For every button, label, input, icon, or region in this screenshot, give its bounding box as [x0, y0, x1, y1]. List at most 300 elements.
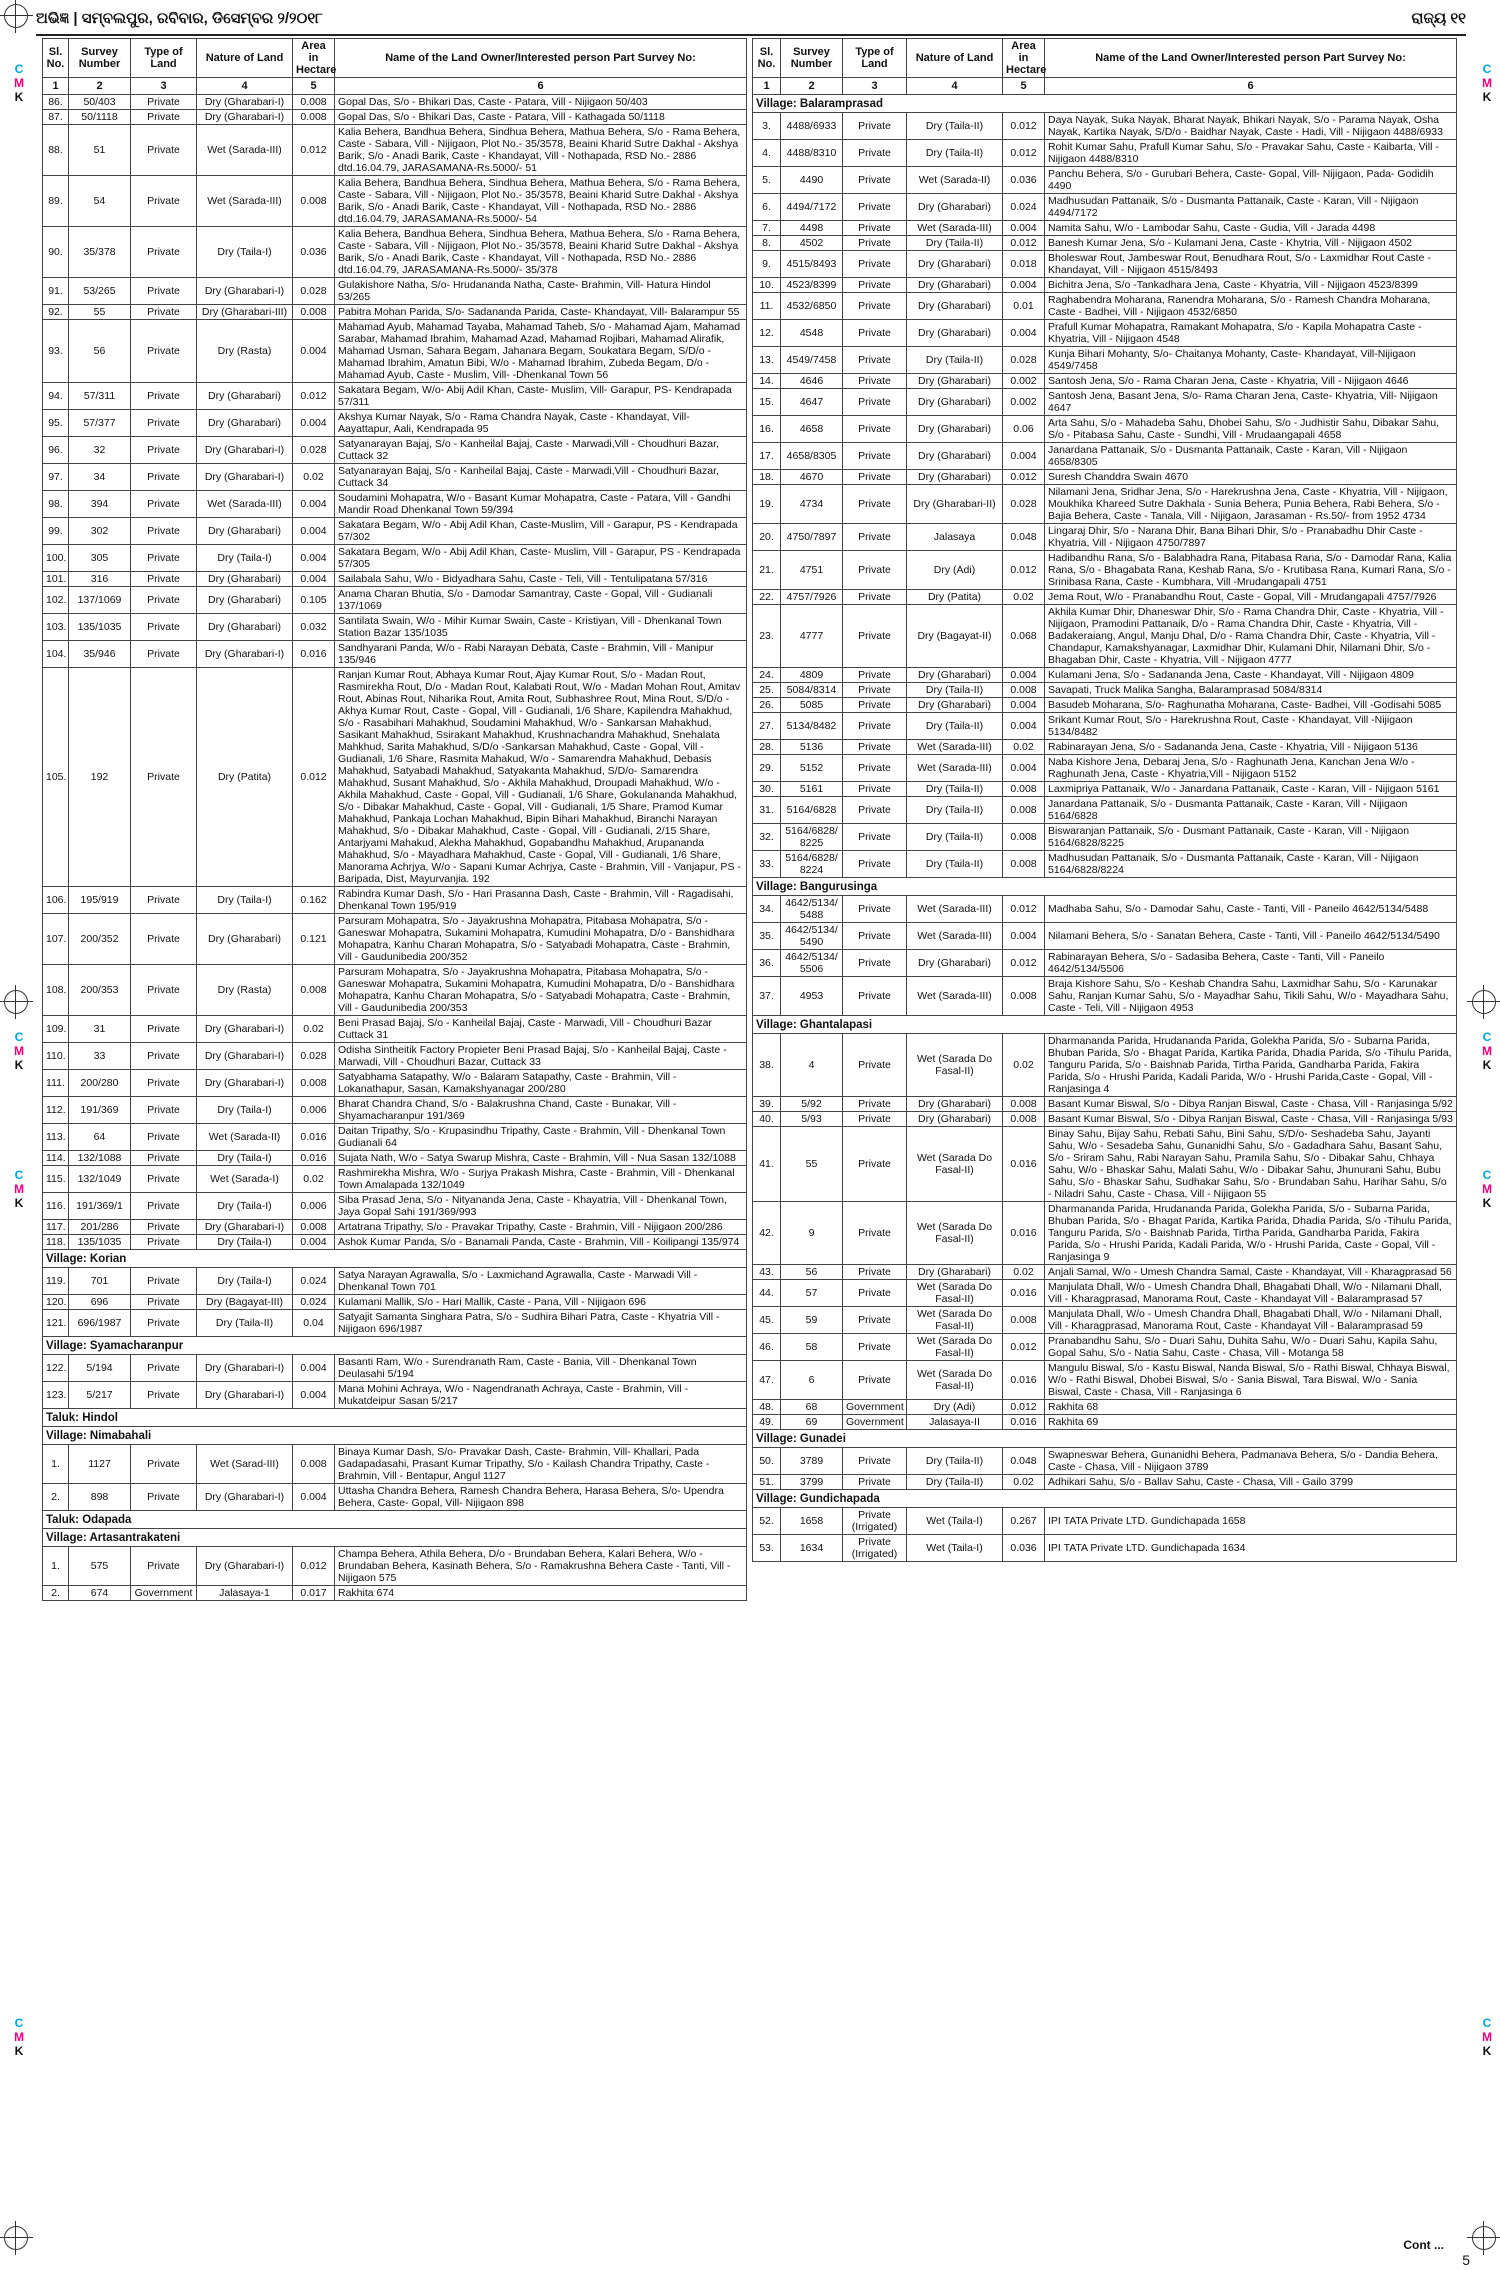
- type-cell: Private: [131, 1220, 197, 1235]
- area-cell: 0.06: [1003, 416, 1045, 443]
- table-row: [43, 437, 747, 464]
- nature-cell: Dry (Gharabari-I): [197, 1547, 293, 1586]
- nature-cell: Dry (Gharabari): [907, 1097, 1003, 1112]
- village-heading: Village: Balaramprasad: [753, 95, 1457, 113]
- area-cell: 0.028: [1003, 347, 1045, 374]
- area-cell: 0.016: [293, 1151, 335, 1166]
- col-area: Area in Hectare: [1003, 39, 1045, 78]
- type-cell: Private: [843, 293, 907, 320]
- sl-cell: 16.: [753, 416, 781, 443]
- type-cell: Private: [843, 1361, 907, 1400]
- table-row: [753, 113, 1457, 140]
- village-heading: Village: Artasantrakateni: [43, 1529, 747, 1547]
- owner-cell: Satyajit Samanta Singhara Patra, S/o - Sudhira Bihari Patra, Caste - Khyatria Vill - Nijigaon 696/1987: [335, 1310, 747, 1337]
- owner-cell: Champa Behera, Athila Behera, D/o - Brundaban Behera, Kalari Behera, W/o - Brundaban Behera, Kasinath Behera, S/o - Ramakrushna Behera Caste - Tanti, Vill - Nijigaon 575: [335, 1547, 747, 1586]
- sl-cell: 101.: [43, 572, 69, 587]
- type-cell: Private: [843, 113, 907, 140]
- type-cell: Private: [131, 1484, 197, 1511]
- table-row: [753, 1448, 1457, 1475]
- nature-cell: Wet (Sarada-III): [197, 491, 293, 518]
- type-cell: Private: [843, 236, 907, 251]
- table-row: [753, 1112, 1457, 1127]
- area-cell: 0.012: [293, 125, 335, 176]
- survey-cell: 4646: [781, 374, 843, 389]
- type-cell: Private: [843, 1475, 907, 1490]
- table-row: [753, 1535, 1457, 1562]
- sl-cell: 44.: [753, 1280, 781, 1307]
- sl-cell: 46.: [753, 1334, 781, 1361]
- col-type: Type of Land: [843, 39, 907, 78]
- table-row: [753, 713, 1457, 740]
- sl-cell: 112.: [43, 1097, 69, 1124]
- left-column: [42, 38, 747, 1601]
- area-cell: 0.048: [1003, 524, 1045, 551]
- survey-cell: 5134/8482: [781, 713, 843, 740]
- survey-cell: 674: [69, 1586, 131, 1601]
- sl-cell: 24.: [753, 668, 781, 683]
- survey-cell: 59: [781, 1307, 843, 1334]
- sl-cell: 40.: [753, 1112, 781, 1127]
- type-cell: Private: [843, 1202, 907, 1265]
- nature-cell: Dry (Rasta): [197, 965, 293, 1016]
- sl-cell: 17.: [753, 443, 781, 470]
- sl-cell: 109.: [43, 1016, 69, 1043]
- table-row: [43, 383, 747, 410]
- survey-cell: 137/1069: [69, 587, 131, 614]
- survey-cell: 4953: [781, 977, 843, 1016]
- nature-cell: Wet (Sarada-III): [907, 896, 1003, 923]
- type-cell: Private: [131, 1268, 197, 1295]
- type-cell: Private: [843, 713, 907, 740]
- table-row: [753, 824, 1457, 851]
- owner-cell: Uttasha Chandra Behera, Ramesh Chandra Behera, Harasa Behera, S/o- Upendra Behera, Caste- Gopal, Vill- Nijigaon 898: [335, 1484, 747, 1511]
- type-cell: Private: [131, 614, 197, 641]
- owner-cell: Akshya Kumar Nayak, S/o - Rama Chandra Nayak, Caste - Khandayat, Vill- Aayattapur, Aali, Kendrapada 95: [335, 410, 747, 437]
- type-cell: Private: [131, 1097, 197, 1124]
- sl-cell: 122.: [43, 1355, 69, 1382]
- area-cell: 0.02: [1003, 590, 1045, 605]
- owner-cell: Nilamani Behera, S/o - Sanatan Behera, Caste - Tanti, Vill - Paneilo 4642/5134/5490: [1045, 923, 1457, 950]
- nature-cell: Dry (Gharabari): [907, 293, 1003, 320]
- area-cell: 0.008: [1003, 1112, 1045, 1127]
- nature-cell: Dry (Gharabari-I): [197, 641, 293, 668]
- table-row: [43, 1097, 747, 1124]
- table-row: [753, 1361, 1457, 1400]
- area-cell: 0.008: [1003, 1307, 1045, 1334]
- nature-cell: Dry (Patita): [197, 668, 293, 887]
- col-owner: Name of the Land Owner/Interested person Part Survey No:: [335, 39, 747, 78]
- area-cell: 0.02: [293, 464, 335, 491]
- owner-cell: Beni Prasad Bajaj, S/o - Kanheilal Bajaj, Caste - Marwadi, Vill - Choudhuri Bazar Cuttack 31: [335, 1016, 747, 1043]
- nature-cell: Wet (Sarada-III): [907, 755, 1003, 782]
- nature-cell: Dry (Gharabari): [197, 587, 293, 614]
- type-cell: Private: [131, 545, 197, 572]
- type-cell: Government: [131, 1586, 197, 1601]
- survey-cell: 316: [69, 572, 131, 587]
- nature-cell: Dry (Taila-II): [907, 713, 1003, 740]
- sl-cell: 119.: [43, 1268, 69, 1295]
- area-cell: 0.008: [293, 1070, 335, 1097]
- registration-mark-icon: [4, 990, 28, 1014]
- table-row: [753, 251, 1457, 278]
- table-row: [43, 1166, 747, 1193]
- area-cell: 0.004: [293, 1382, 335, 1409]
- table-row: [753, 485, 1457, 524]
- survey-cell: 35/946: [69, 641, 131, 668]
- continued-note: Cont ...: [1403, 2238, 1444, 2252]
- nature-cell: Dry (Taila-II): [907, 851, 1003, 878]
- owner-cell: Nilamani Jena, Sridhar Jena, S/o - Harekrushna Jena, Caste - Khyatria, Vill - Nijigaon, Moukhika Khareed Sutre Dakhala - Sunia Behera, Punia Behera, Rabi Behera, S/o - Bajia Behera, Caste - Tanala, Vill - Nijigaon, Jarasaman - Rs.50/- from 1952 4734: [1045, 485, 1457, 524]
- village-heading: Taluk: Hindol: [43, 1409, 747, 1427]
- survey-cell: 4548: [781, 320, 843, 347]
- col-sl: Sl. No.: [753, 39, 781, 78]
- table-row: [43, 887, 747, 914]
- col-nature: Nature of Land: [907, 39, 1003, 78]
- type-cell: Private: [131, 320, 197, 383]
- area-cell: 0.016: [293, 1124, 335, 1151]
- area-cell: 0.008: [293, 95, 335, 110]
- nature-cell: Dry (Adi): [907, 1400, 1003, 1415]
- sl-cell: 90.: [43, 227, 69, 278]
- nature-cell: Wet (Sarada-III): [907, 923, 1003, 950]
- sl-cell: 108.: [43, 965, 69, 1016]
- type-cell: Private: [131, 518, 197, 545]
- nature-cell: Dry (Taila-I): [197, 1235, 293, 1250]
- nature-cell: Dry (Gharabari-II): [907, 485, 1003, 524]
- owner-cell: Parsuram Mohapatra, S/o - Jayakrushna Mohapatra, Pitabasa Mohapatra, S/o - Ganeswar Mohapatra, Sukamini Mohapatra, Kumudini Mohapatra, D/o - Banshidhara Mohapatra, Kanhu Charan Mohapatra, S/o - Satyabadi Mohapatra, Caste - Brahmin, Vill - Gaudunibedia 200/353: [335, 965, 747, 1016]
- type-cell: Private: [131, 410, 197, 437]
- sl-cell: 43.: [753, 1265, 781, 1280]
- land-table-right: [752, 38, 1457, 1562]
- owner-cell: Madhusudan Pattanaik, S/o - Dusmanta Pattanaik, Caste - Karan, Vill - Nijigaon 5164/6828/8224: [1045, 851, 1457, 878]
- owner-cell: Kalia Behera, Bandhua Behera, Sindhua Behera, Mathua Behera, S/o - Rama Behera, Caste - Sabara, Vill - Nijigaon, Plot No.- 35/3578, Beaini Kharid Sutre Dakhal - Akshya Barik, S/o - Anadi Barik, Caste - Khandayat, Vill - Nothapada, RSD No.- 2886 dtd.16.04.79, JARASAMANA-Rs.5000/- 35/378: [335, 227, 747, 278]
- type-cell: Private: [131, 668, 197, 887]
- type-cell: Private: [843, 1097, 907, 1112]
- survey-cell: 9: [781, 1202, 843, 1265]
- table-row: [43, 1193, 747, 1220]
- sl-cell: 6.: [753, 194, 781, 221]
- type-cell: Private: [131, 914, 197, 965]
- owner-cell: Sujata Nath, W/o - Satya Swarup Mishra, Caste - Brahmin, Vill - Nua Sasan 132/1088: [335, 1151, 747, 1166]
- sl-cell: 20.: [753, 524, 781, 551]
- sl-cell: 42.: [753, 1202, 781, 1265]
- type-cell: Private: [131, 305, 197, 320]
- table-row: [43, 1310, 747, 1337]
- type-cell: Private: [843, 740, 907, 755]
- table-row: [43, 914, 747, 965]
- area-cell: 0.012: [293, 383, 335, 410]
- table-body: [43, 95, 747, 1601]
- area-cell: 0.267: [1003, 1508, 1045, 1535]
- column-numbers: 1 2 3 4 5 6: [753, 78, 1457, 95]
- owner-cell: Rabinarayan Behera, S/o - Sadasiba Behera, Caste - Tanti, Vill - Paneilo 4642/5134/5506: [1045, 950, 1457, 977]
- nature-cell: Dry (Taila-I): [197, 1151, 293, 1166]
- area-cell: 0.036: [1003, 167, 1045, 194]
- survey-cell: 6: [781, 1361, 843, 1400]
- area-cell: 0.004: [293, 491, 335, 518]
- type-cell: Private: [843, 1448, 907, 1475]
- type-cell: Private: [843, 485, 907, 524]
- sl-cell: 35.: [753, 923, 781, 950]
- table-row: [43, 572, 747, 587]
- survey-cell: 4523/8399: [781, 278, 843, 293]
- area-cell: 0.04: [293, 1310, 335, 1337]
- owner-cell: Mangulu Biswal, S/o - Kastu Biswal, Nanda Biswal, S/o - Rathi Biswal, Chhaya Biswal, W/o - Rathi Biswal, Dhobei Biswal, S/o - Sania Biswal, Tara Biswal, W/o - Sania Biswal, Caste - Chasa, Vill - Ranjasinga 6: [1045, 1361, 1457, 1400]
- type-cell: Private: [843, 797, 907, 824]
- owner-cell: Soudamini Mohapatra, W/o - Basant Kumar Mohapatra, Caste - Patara, Vill - Gandhi Mandir Road Dhenkanal Town 59/394: [335, 491, 747, 518]
- type-cell: Private: [131, 1382, 197, 1409]
- sl-cell: 113.: [43, 1124, 69, 1151]
- sl-cell: 102.: [43, 587, 69, 614]
- owner-cell: Dharmananda Parida, Hrudananda Parida, Golekha Parida, S/o - Subarna Parida, Bhuban Parida, S/o - Bhagat Parida, Kartika Parida, Dhadia Parida, S/o -Tihulu Parida, Tanguru Parida, S/o - Baishnab Parida, Tirtha Parida, Gandharba Parida, Fakira Parida, S/o - Hrushi Parida, Kadali Parida, W/o - Hrushi Parida, Caste - Gopal, Vill - Ranjasinga 9: [1045, 1202, 1457, 1265]
- registration-mark-icon: [4, 4, 28, 28]
- nature-cell: Dry (Gharabari): [907, 320, 1003, 347]
- nature-cell: Jalasaya-II: [907, 1415, 1003, 1430]
- nature-cell: Wet (Sarada-III): [197, 125, 293, 176]
- table-row: [753, 551, 1457, 590]
- owner-cell: Gulakishore Natha, S/o- Hrudananda Natha, Caste- Brahmin, Vill- Hatura Hindol 53/265: [335, 278, 747, 305]
- sl-cell: 26.: [753, 698, 781, 713]
- table-row: [43, 1070, 747, 1097]
- nature-cell: Dry (Gharabari): [197, 518, 293, 545]
- area-cell: 0.006: [293, 1097, 335, 1124]
- nature-cell: Wet (Sarada-I): [197, 1166, 293, 1193]
- sl-cell: 18.: [753, 470, 781, 485]
- sl-cell: 105.: [43, 668, 69, 887]
- survey-cell: 200/280: [69, 1070, 131, 1097]
- owner-cell: Savapati, Truck Malika Sangha, Balaramprasad 5084/8314: [1045, 683, 1457, 698]
- sl-cell: 37.: [753, 977, 781, 1016]
- table-row: [753, 977, 1457, 1016]
- area-cell: 0.016: [1003, 1202, 1045, 1265]
- area-cell: 0.004: [293, 1235, 335, 1250]
- survey-cell: 200/352: [69, 914, 131, 965]
- type-cell: Government: [843, 1415, 907, 1430]
- table-row: [753, 524, 1457, 551]
- owner-cell: Rabindra Kumar Dash, S/o - Hari Prasanna Dash, Caste - Brahmin, Vill - Ragadisahi, Dhenkanal Town 195/919: [335, 887, 747, 914]
- area-cell: 0.162: [293, 887, 335, 914]
- village-heading-row: [43, 1409, 747, 1427]
- area-cell: 0.048: [1003, 1448, 1045, 1475]
- table-row: [43, 965, 747, 1016]
- area-cell: 0.012: [1003, 1334, 1045, 1361]
- table-row: [43, 1382, 747, 1409]
- survey-cell: 4515/8493: [781, 251, 843, 278]
- table-row: [753, 698, 1457, 713]
- table-row: [753, 740, 1457, 755]
- sl-cell: 92.: [43, 305, 69, 320]
- village-heading: Village: Gundichapada: [753, 1490, 1457, 1508]
- area-cell: 0.004: [1003, 278, 1045, 293]
- owner-cell: Dharmananda Parida, Hrudananda Parida, Golekha Parida, S/o - Subarna Parida, Bhuban Parida, S/o - Bhagat Parida, Kartika Parida, Dhadia Parida, S/o -Tihulu Parida, Tanguru Parida, S/o - Baishnab Parida, Tirtha Parida, Gandharba Parida, Fakira Parida, S/o - Hrushi Parida, Kadali Parida, W/o - Hrushi Parida,Caste - Gopal, Vill - Ranjasinga 4: [1045, 1034, 1457, 1097]
- owner-cell: Daya Nayak, Suka Nayak, Bharat Nayak, Bhikari Nayak, S/o - Parama Nayak, Osha Nayak, Kartika Nayak, S/D/o - Baidhar Nayak, Caste - Hadi, Vill - Nijigaon 4488/6933: [1045, 113, 1457, 140]
- table-header: [753, 39, 1457, 78]
- masthead-title: ଅଭିଜ୍ଞ | ସମ୍ବଲପୁର, ରବିବାର, ଡିସେମ୍ବର ୨/୨୦୧୮: [36, 10, 323, 27]
- nature-cell: Dry (Gharabari): [197, 572, 293, 587]
- survey-cell: 4494/7172: [781, 194, 843, 221]
- type-cell: Private: [843, 923, 907, 950]
- sl-cell: 93.: [43, 320, 69, 383]
- column-numbers: 1 2 3 4 5 6: [43, 78, 747, 95]
- village-heading: Village: Bangurusinga: [753, 878, 1457, 896]
- nature-cell: Dry (Gharabari-I): [197, 1382, 293, 1409]
- area-cell: 0.036: [1003, 1535, 1045, 1562]
- type-cell: Private: [131, 227, 197, 278]
- type-cell: Private: [843, 851, 907, 878]
- table-row: [753, 140, 1457, 167]
- survey-cell: 132/1088: [69, 1151, 131, 1166]
- sl-cell: 1.: [43, 1445, 69, 1484]
- survey-cell: 54: [69, 176, 131, 227]
- table-row: [753, 1400, 1457, 1415]
- owner-cell: Siba Prasad Jena, S/o - Nityananda Jena, Caste - Khayatria, Vill - Dhenkanal Town, Jaya Gopal Sahi 191/369/993: [335, 1193, 747, 1220]
- sl-cell: 9.: [753, 251, 781, 278]
- nature-cell: Wet (Sarada Do Fasal-II): [907, 1202, 1003, 1265]
- color-bar: C M K: [14, 62, 24, 104]
- survey-cell: 696/1987: [69, 1310, 131, 1337]
- owner-cell: Basant Kumar Biswal, S/o - Dibya Ranjan Biswal, Caste - Chasa, Vill - Ranjasinga 5/92: [1045, 1097, 1457, 1112]
- sl-cell: 23.: [753, 605, 781, 668]
- survey-cell: 51: [69, 125, 131, 176]
- nature-cell: Dry (Gharabari): [907, 389, 1003, 416]
- col-type: Type of Land: [131, 39, 197, 78]
- nature-cell: Jalasaya-1: [197, 1586, 293, 1601]
- survey-cell: 1658: [781, 1508, 843, 1535]
- nature-cell: Wet (Sarada Do Fasal-II): [907, 1034, 1003, 1097]
- type-cell: Private: [131, 464, 197, 491]
- survey-cell: 575: [69, 1547, 131, 1586]
- area-cell: 0.024: [293, 1295, 335, 1310]
- nature-cell: Dry (Gharabari): [907, 950, 1003, 977]
- survey-cell: 32: [69, 437, 131, 464]
- nature-cell: Dry (Bagayat-II): [907, 605, 1003, 668]
- survey-cell: 4777: [781, 605, 843, 668]
- type-cell: Private: [843, 698, 907, 713]
- village-heading-row: [43, 1529, 747, 1547]
- table-row: [753, 782, 1457, 797]
- type-cell: Private: [131, 278, 197, 305]
- nature-cell: Dry (Gharabari): [907, 668, 1003, 683]
- survey-cell: 5/194: [69, 1355, 131, 1382]
- sl-cell: 32.: [753, 824, 781, 851]
- survey-cell: 5/92: [781, 1097, 843, 1112]
- survey-cell: 5161: [781, 782, 843, 797]
- table-row: [43, 491, 747, 518]
- owner-cell: Bichitra Jena, S/o -Tankadhara Jena, Caste - Khyatria, Vill - Nijigaon 4523/8399: [1045, 278, 1457, 293]
- nature-cell: Wet (Sarada-III): [907, 977, 1003, 1016]
- survey-cell: 195/919: [69, 887, 131, 914]
- owner-cell: Anjali Samal, W/o - Umesh Chandra Samal, Caste - Khandayat, Vill - Kharagprasad 56: [1045, 1265, 1457, 1280]
- table-row: [753, 1307, 1457, 1334]
- owner-cell: Bharat Chandra Chand, S/o - Balakrushna Chand, Caste - Bunakar, Vill - Shyamacharanpur 191/369: [335, 1097, 747, 1124]
- survey-cell: 4751: [781, 551, 843, 590]
- village-heading-row: [753, 1016, 1457, 1034]
- type-cell: Private: [843, 1034, 907, 1097]
- sl-cell: 89.: [43, 176, 69, 227]
- nature-cell: Dry (Gharabari-I): [197, 1484, 293, 1511]
- owner-cell: Arta Sahu, S/o - Mahadeba Sahu, Dhobei Sahu, S/o - Judhistir Sahu, Dibakar Sahu, S/o - Pitabasa Sahu, Caste - Sundhi, Vill - Mrudaangapali 4658: [1045, 416, 1457, 443]
- type-cell: Private: [843, 140, 907, 167]
- nature-cell: Dry (Taila-I): [197, 227, 293, 278]
- survey-cell: 4734: [781, 485, 843, 524]
- owner-cell: Ashok Kumar Panda, S/o - Banamali Panda, Caste - Brahmin, Vill - Koilipangi 135/974: [335, 1235, 747, 1250]
- table-row: [43, 305, 747, 320]
- sl-cell: 123.: [43, 1382, 69, 1409]
- sl-cell: 116.: [43, 1193, 69, 1220]
- owner-cell: Panchu Behera, S/o - Gurubari Behera, Caste- Gopal, Vill- Nijigaon, Pada- Godidih 4490: [1045, 167, 1457, 194]
- nature-cell: Dry (Gharabari-I): [197, 1220, 293, 1235]
- area-cell: 0.008: [1003, 683, 1045, 698]
- page-number: 5: [1462, 2252, 1470, 2268]
- type-cell: Private: [843, 389, 907, 416]
- owner-cell: Sailabala Sahu, W/o - Bidyadhara Sahu, Caste - Teli, Vill - Tentulipatana 57/316: [335, 572, 747, 587]
- nature-cell: Dry (Gharabari): [907, 251, 1003, 278]
- type-cell: Private: [131, 1355, 197, 1382]
- type-cell: Private: [843, 977, 907, 1016]
- survey-cell: 701: [69, 1268, 131, 1295]
- table-row: [753, 1475, 1457, 1490]
- table-row: [43, 1445, 747, 1484]
- owner-cell: Basudeb Moharana, S/o- Raghunatha Moharana, Caste- Badhei, Vill -Godisahi 5085: [1045, 698, 1457, 713]
- table-row: [753, 605, 1457, 668]
- table-row: [753, 1097, 1457, 1112]
- col-owner: Name of the Land Owner/Interested person Part Survey No:: [1045, 39, 1457, 78]
- sl-cell: 19.: [753, 485, 781, 524]
- area-cell: 0.017: [293, 1586, 335, 1601]
- table-row: [43, 176, 747, 227]
- village-heading-row: [753, 1430, 1457, 1448]
- type-cell: Private: [843, 221, 907, 236]
- nature-cell: Dry (Bagayat-III): [197, 1295, 293, 1310]
- col-area: Area in Hectare: [293, 39, 335, 78]
- nature-cell: Wet (Taila-I): [907, 1508, 1003, 1535]
- village-heading-row: [43, 1511, 747, 1529]
- survey-cell: 1634: [781, 1535, 843, 1562]
- type-cell: Private: [131, 491, 197, 518]
- table-row: [753, 1415, 1457, 1430]
- nature-cell: Wet (Sarada Do Fasal-II): [907, 1361, 1003, 1400]
- sl-cell: 39.: [753, 1097, 781, 1112]
- table-row: [43, 1220, 747, 1235]
- owner-cell: Jema Rout, W/o - Pranabandhu Rout, Caste - Gopal, Vill - Mrudangapali 4757/7926: [1045, 590, 1457, 605]
- table-row: [43, 545, 747, 572]
- type-cell: Private: [131, 437, 197, 464]
- type-cell: Private: [131, 1235, 197, 1250]
- sl-cell: 10.: [753, 278, 781, 293]
- table-row: [753, 1334, 1457, 1361]
- survey-cell: 50/1118: [69, 110, 131, 125]
- survey-cell: 68: [781, 1400, 843, 1415]
- village-heading-row: [753, 878, 1457, 896]
- nature-cell: Dry (Taila-II): [907, 797, 1003, 824]
- sl-cell: 110.: [43, 1043, 69, 1070]
- type-cell: Private: [843, 896, 907, 923]
- table-row: [753, 896, 1457, 923]
- survey-cell: 4642/5134/ 5488: [781, 896, 843, 923]
- sl-cell: 99.: [43, 518, 69, 545]
- table-row: [753, 1202, 1457, 1265]
- table-row: [753, 221, 1457, 236]
- owner-cell: Madhaba Sahu, S/o - Damodar Sahu, Caste - Tanti, Vill - Paneilo 4642/5134/5488: [1045, 896, 1457, 923]
- area-cell: 0.028: [293, 278, 335, 305]
- type-cell: Private: [131, 383, 197, 410]
- sl-cell: 95.: [43, 410, 69, 437]
- sl-cell: 121.: [43, 1310, 69, 1337]
- owner-cell: Satyanarayan Bajaj, S/o - Kanheilal Bajaj, Caste - Marwadi,Vill - Choudhuri Bazar, Cuttack 34: [335, 464, 747, 491]
- sl-cell: 48.: [753, 1400, 781, 1415]
- owner-cell: Mana Mohini Achraya, W/o - Nagendranath Achraya, Caste - Brahmin, Vill - Mukatdeipur Sasan 5/217: [335, 1382, 747, 1409]
- nature-cell: Dry (Gharabari-I): [197, 95, 293, 110]
